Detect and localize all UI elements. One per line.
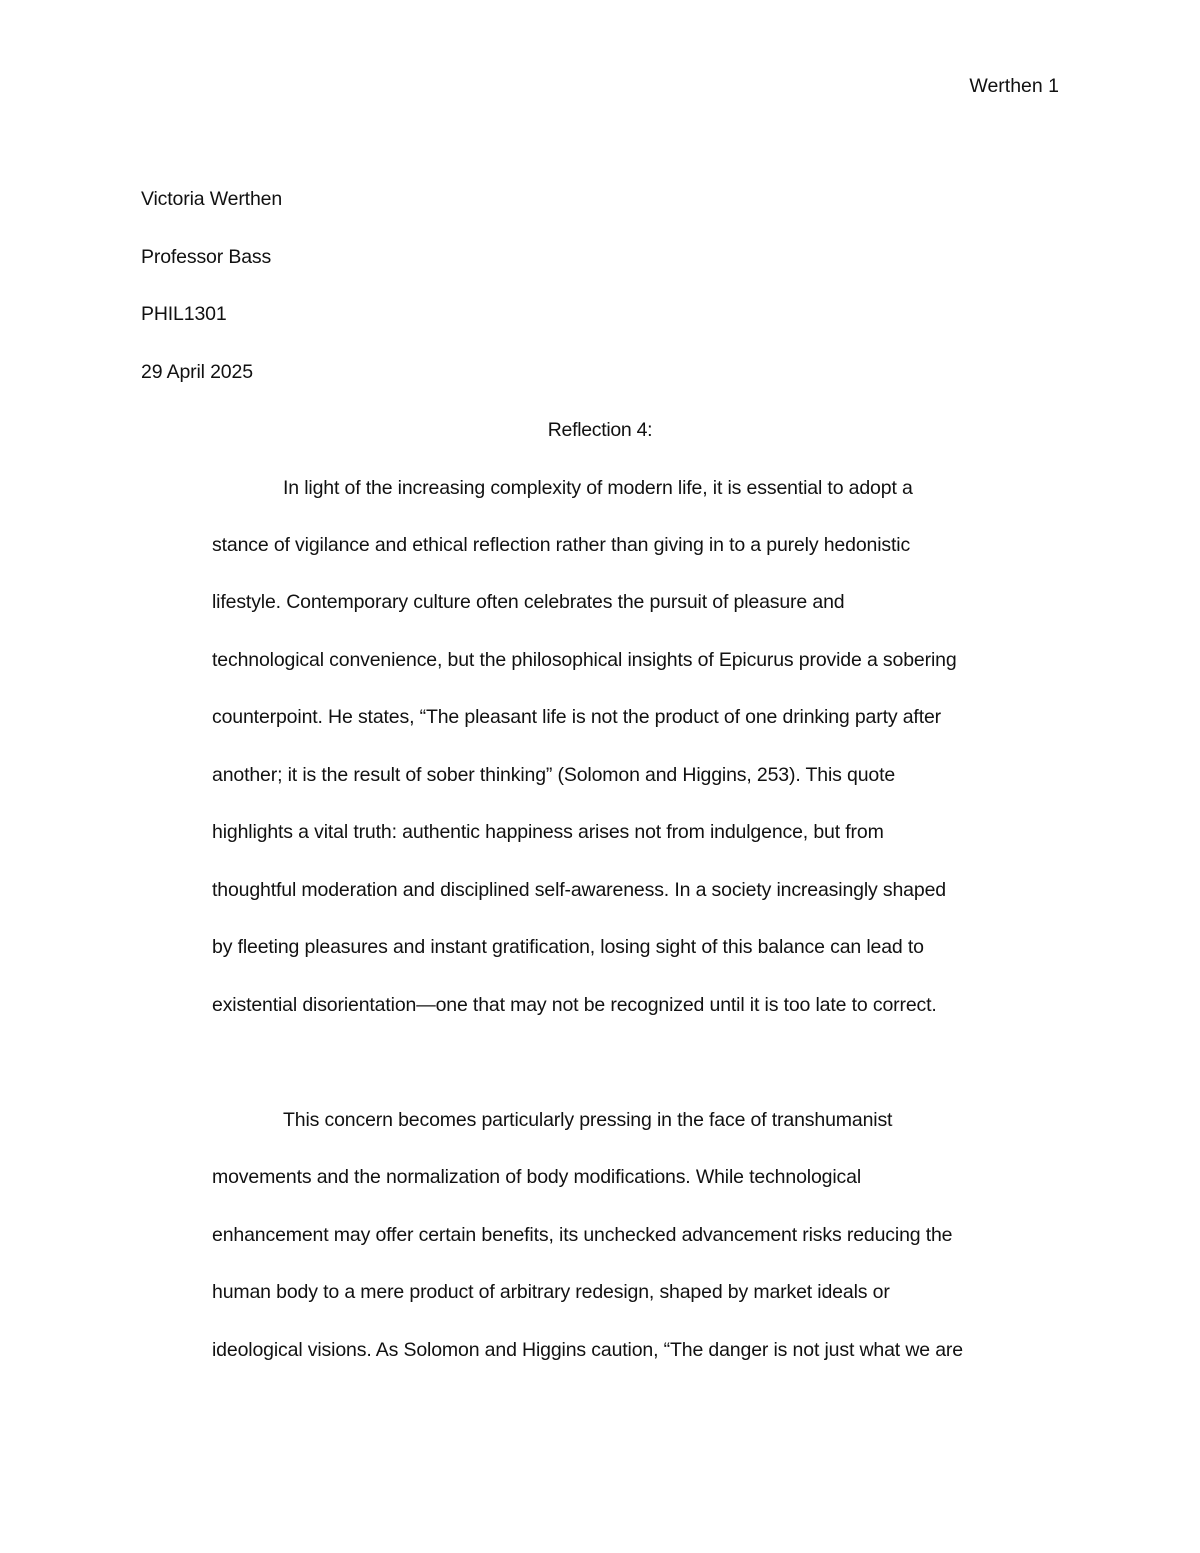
paragraph-line: stance of vigilance and ethical reflection rather than giving in to a purely hedonistic <box>212 534 911 556</box>
course-code: PHIL1301 <box>141 303 227 325</box>
student-name: Victoria Werthen <box>141 188 283 210</box>
paragraph-line: movements and the normalization of body modifications. While technological <box>212 1166 861 1188</box>
essay-title: Reflection 4: <box>547 419 653 441</box>
paragraph-line: lifestyle. Contemporary culture often celebrates the pursuit of pleasure and <box>212 591 845 613</box>
paragraph-line: by fleeting pleasures and instant gratification, losing sight of this balance can lead to <box>212 936 924 958</box>
paragraph-line: existential disorientation—one that may not be recognized until it is too late to correct. <box>212 994 937 1016</box>
date: 29 April 2025 <box>141 361 253 383</box>
running-head: Werthen 1 <box>969 75 1059 97</box>
paragraph-line: In light of the increasing complexity of modern life, it is essential to adopt a <box>283 477 913 499</box>
paragraph-line: thoughtful moderation and disciplined self-awareness. In a society increasingly shaped <box>212 879 946 901</box>
paragraph-line: highlights a vital truth: authentic happiness arises not from indulgence, but from <box>212 821 884 843</box>
instructor-name: Professor Bass <box>141 246 272 268</box>
paragraph-line: another; it is the result of sober thinking” (Solomon and Higgins, 253). This quote <box>212 764 896 786</box>
paragraph-line: counterpoint. He states, “The pleasant life is not the product of one drinking party after <box>212 706 942 728</box>
paragraph-line: This concern becomes particularly pressing in the face of transhumanist <box>283 1109 893 1131</box>
paragraph-line: ideological visions. As Solomon and Higgins caution, “The danger is not just what we are <box>212 1339 963 1361</box>
paragraph-line: technological convenience, but the philosophical insights of Epicurus provide a sobering <box>212 649 957 671</box>
paragraph-line: human body to a mere product of arbitrary redesign, shaped by market ideals or <box>212 1281 890 1303</box>
paragraph-line: enhancement may offer certain benefits, its unchecked advancement risks reducing the <box>212 1224 953 1246</box>
